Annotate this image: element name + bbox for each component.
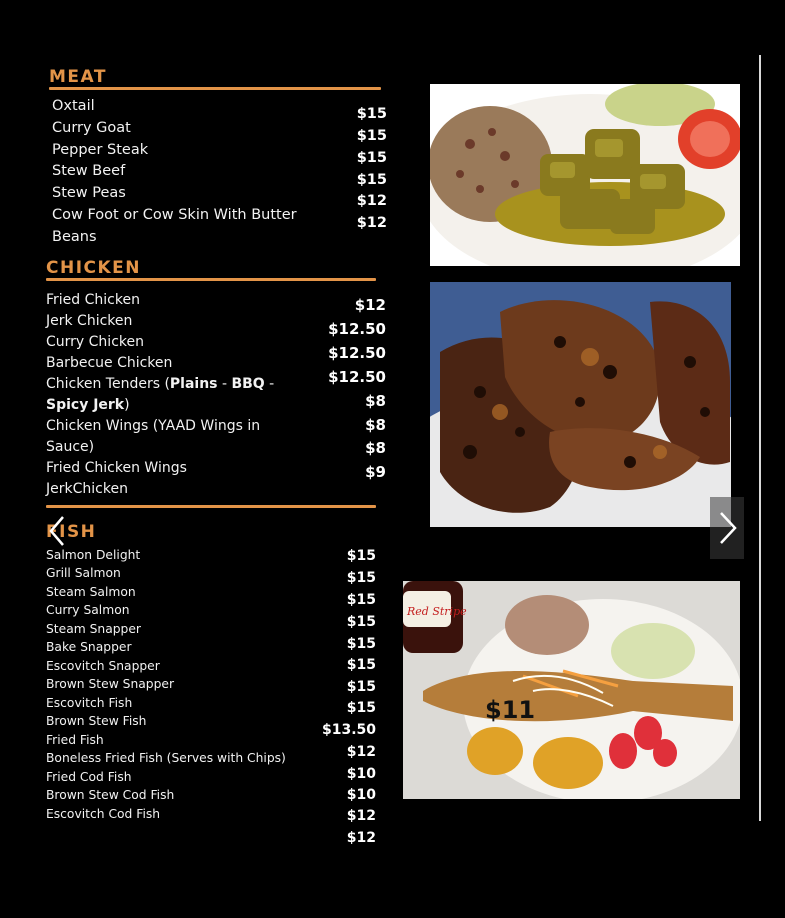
menu-price: $12.50 — [328, 368, 386, 386]
menu-price: $8 — [365, 439, 386, 457]
menu-item: Curry Salmon — [46, 603, 130, 617]
menu-price: $12.50 — [328, 344, 386, 362]
divider-line — [759, 55, 761, 821]
menu-item-chicken-tenders — [46, 376, 274, 392]
menu-item: Brown Stew Cod Fish — [46, 788, 175, 802]
menu-price: $15 — [356, 150, 387, 166]
menu-item: Brown Stew Snapper — [46, 677, 175, 691]
bottle-label: Red Stripe — [407, 605, 467, 618]
menu-item: Brown Stew Fish — [46, 714, 147, 728]
menu-price: $15 — [356, 172, 387, 188]
menu-item: Escovitch Cod Fish — [46, 807, 161, 821]
menu-price: $15 — [346, 592, 376, 608]
fish-price-overlay: $11 — [485, 696, 536, 724]
menu-price: $15 — [346, 679, 376, 695]
item-option: BBQ — [231, 376, 265, 392]
menu-item: Escovitch Snapper — [46, 659, 160, 673]
menu-item: Steam Snapper — [46, 622, 141, 636]
menu-price: $12 — [346, 808, 376, 824]
item-option: Plains — [169, 376, 218, 392]
menu-item: Stew Beef — [52, 163, 126, 179]
item-text: ) — [124, 397, 130, 413]
menu-item: Jerk Chicken — [46, 313, 133, 329]
menu-item-chicken-tenders-cont — [46, 397, 130, 413]
curry-goat-photo — [430, 84, 740, 266]
menu-price: $15 — [346, 614, 376, 630]
menu-item: Bake Snapper — [46, 640, 132, 654]
menu-item: Barbecue Chicken — [46, 355, 173, 371]
menu-item: Grill Salmon — [46, 566, 121, 580]
menu-item: JerkChicken — [46, 481, 128, 497]
item-text: - — [217, 376, 232, 392]
menu-price: $12 — [356, 215, 387, 231]
menu-item: Fried Chicken Wings — [46, 460, 187, 476]
menu-item: Beans — [52, 229, 97, 245]
meat-rule — [49, 87, 381, 90]
menu-price: $15 — [346, 657, 376, 673]
previous-arrow-button[interactable] — [44, 514, 72, 548]
fried-fish-photo — [403, 581, 740, 799]
meat-title: MEAT — [49, 67, 107, 87]
next-arrow-button[interactable] — [710, 497, 744, 559]
chicken-bottom-rule — [46, 505, 376, 508]
menu-price: $9 — [365, 463, 386, 481]
menu-item: Oxtail — [52, 98, 95, 114]
menu-item: Fried Chicken — [46, 292, 140, 308]
menu-item: Fried Cod Fish — [46, 770, 132, 784]
menu-item: Pepper Steak — [52, 142, 149, 158]
menu-item: Cow Foot or Cow Skin With Butter — [52, 207, 297, 223]
item-text: Chicken Tenders ( — [46, 376, 170, 392]
chevron-right-icon — [710, 497, 744, 559]
item-text: - — [264, 376, 275, 392]
chevron-left-icon — [44, 514, 72, 548]
menu-price: $12 — [346, 744, 376, 760]
menu-item: Steam Salmon — [46, 585, 136, 599]
menu-price: $12 — [346, 830, 376, 846]
menu-item: Chicken Wings (YAAD Wings in — [46, 418, 261, 434]
menu-price: $15 — [346, 636, 376, 652]
menu-price: $13.50 — [321, 722, 376, 738]
chicken-rule — [46, 278, 376, 281]
menu-item: Curry Goat — [52, 120, 131, 136]
menu-price: $15 — [356, 128, 387, 144]
menu-item: Curry Chicken — [46, 334, 144, 350]
menu-item: Stew Peas — [52, 185, 126, 201]
fish-title: FISH — [46, 522, 97, 542]
menu-price: $8 — [365, 416, 386, 434]
item-option: Spicy Jerk — [46, 397, 125, 413]
chicken-title: CHICKEN — [46, 258, 142, 278]
menu-price: $12.50 — [328, 320, 386, 338]
menu-price: $15 — [356, 106, 387, 122]
menu-item: Boneless Fried Fish (Serves with Chips) — [46, 751, 286, 765]
jerk-chicken-photo — [430, 282, 731, 527]
menu-item: Fried Fish — [46, 733, 104, 747]
menu-price: $15 — [346, 570, 376, 586]
menu-price: $12 — [354, 296, 386, 314]
menu-price: $10 — [346, 766, 376, 782]
menu-item: Salmon Delight — [46, 548, 141, 562]
menu-item: Escovitch Fish — [46, 696, 133, 710]
menu-item: Sauce) — [46, 439, 95, 455]
menu-price: $15 — [346, 548, 376, 564]
menu-price: $8 — [365, 392, 386, 410]
menu-price: $15 — [346, 700, 376, 716]
menu-price: $10 — [346, 787, 376, 803]
menu-price: $12 — [356, 193, 387, 209]
